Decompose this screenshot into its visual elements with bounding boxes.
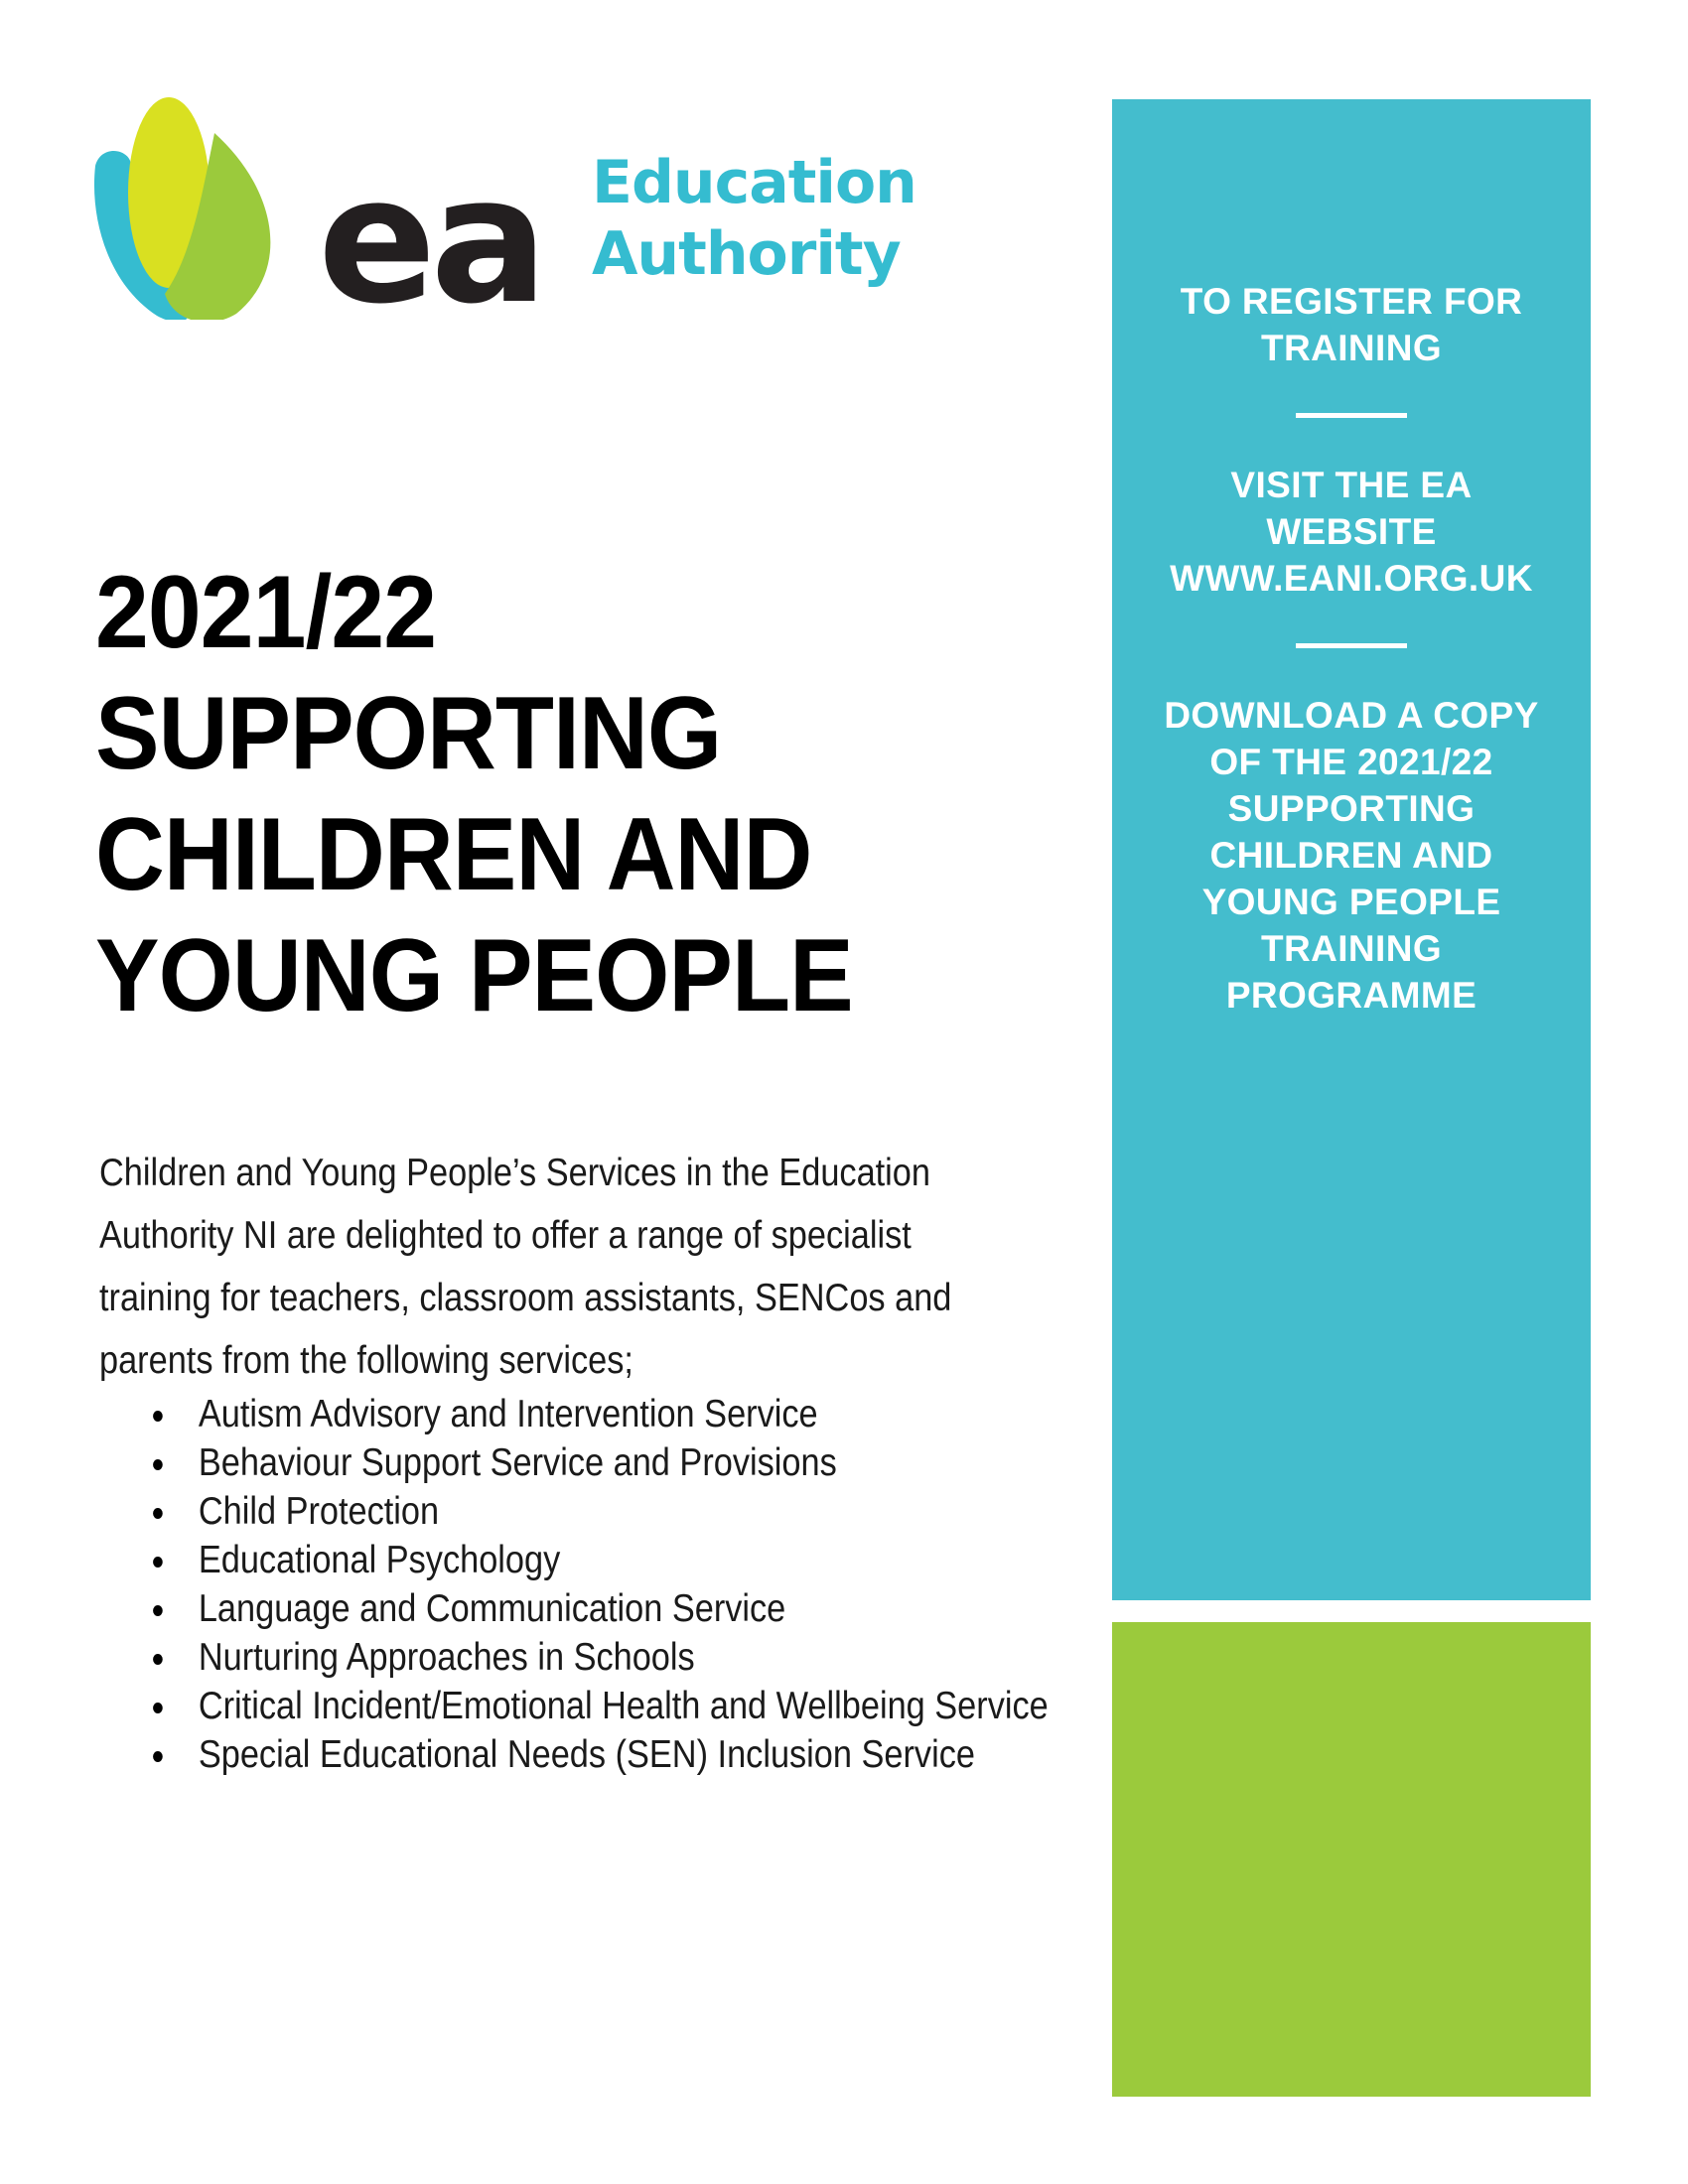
visit-line-1: VISIT THE EA (1230, 465, 1473, 505)
sidebar-content (1112, 278, 1591, 1019)
page-title-line-3: CHILDREN AND (95, 797, 812, 912)
download-line-6: TRAINING (1260, 928, 1443, 969)
divider-rule-top (1296, 413, 1407, 418)
list-item: Critical Incident/Emotional Health and Wellbeing Service (139, 1682, 1065, 1730)
list-item: Child Protection (139, 1487, 1065, 1536)
divider-rule-bottom (1296, 643, 1407, 648)
services-list (139, 1390, 1065, 1779)
page-title-line-1: 2021/22 (95, 555, 437, 670)
logo-name-line-2: Authority (592, 219, 901, 289)
intro-line-3: training for teachers, classroom assistants, SENCos and (99, 1277, 952, 1319)
download-line-1: DOWNLOAD A COPY (1164, 695, 1539, 736)
ea-logo (87, 71, 1021, 342)
download-line-4: CHILDREN AND (1209, 835, 1493, 876)
ea-leaf-logo-icon (87, 71, 306, 320)
download-line-3: SUPPORTING (1227, 788, 1476, 829)
logo-wordmark: ea (318, 139, 543, 342)
list-item: Educational Psychology (139, 1536, 1065, 1584)
register-sidebar-panel (1112, 99, 1591, 1600)
download-line-2: OF THE 2021/22 (1209, 742, 1493, 782)
register-line-2: TRAINING (1260, 328, 1443, 368)
page-title-line-4: YOUNG PEOPLE (95, 918, 853, 1033)
page-title (95, 552, 1010, 1036)
intro-paragraph (99, 1142, 952, 1392)
list-item: Special Educational Needs (SEN) Inclusion Service (139, 1730, 1065, 1779)
register-line-1: TO REGISTER FOR (1180, 281, 1523, 322)
intro-line-1: Children and Young People’s Services in the Education (99, 1152, 930, 1194)
list-item: Behaviour Support Service and Provisions (139, 1438, 1065, 1487)
logo-organisation-name (592, 147, 916, 290)
website-url[interactable]: WWW.EANI.ORG.UK (1170, 558, 1533, 599)
download-copy-block[interactable] (1134, 692, 1569, 1019)
list-item: Nurturing Approaches in Schools (139, 1633, 1065, 1682)
green-accent-panel (1112, 1622, 1591, 2097)
list-item: Autism Advisory and Intervention Service (139, 1390, 1065, 1438)
page-title-line-2: SUPPORTING (95, 676, 722, 791)
download-line-7: PROGRAMME (1225, 975, 1477, 1016)
visit-website-block[interactable] (1134, 462, 1569, 602)
register-heading (1134, 278, 1569, 371)
intro-line-4: parents from the following services; (99, 1339, 633, 1382)
logo-name-line-1: Education (592, 148, 916, 217)
list-item: Language and Communication Service (139, 1584, 1065, 1633)
intro-line-2: Authority NI are delighted to offer a range of specialist (99, 1214, 912, 1257)
visit-line-2: WEBSITE (1266, 511, 1437, 552)
download-line-5: YOUNG PEOPLE (1201, 882, 1501, 922)
